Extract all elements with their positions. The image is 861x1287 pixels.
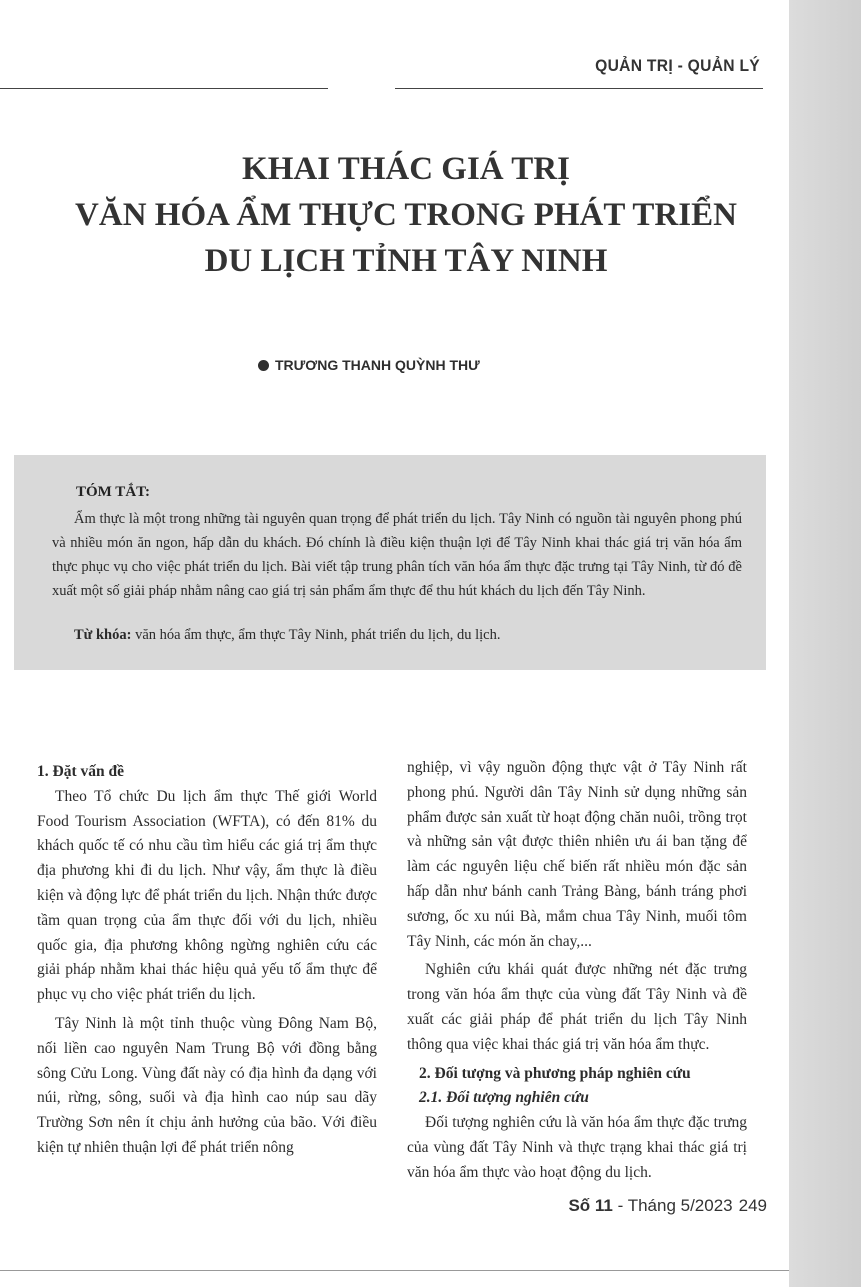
page-edge-strip <box>789 0 861 1287</box>
author-byline <box>258 357 480 373</box>
header-rule-right <box>395 88 763 89</box>
section-label: QUẢN TRỊ - QUẢN LÝ <box>595 56 760 75</box>
keywords-label: Từ khóa: <box>74 627 132 643</box>
page-number: 249 <box>738 1196 767 1215</box>
title-line-3: DU LỊCH TỈNH TÂY NINH <box>204 243 608 279</box>
paragraph: Nghiên cứu khái quát được những nét đặc trưng trong văn hóa ẩm thực của vùng đất Tây Ninh và đề xuất các giải pháp để phát triển du lịch Tây Ninh thông qua việc khai thác giá trị văn hóa ẩm thực. <box>407 961 747 1053</box>
paragraph: Theo Tổ chức Du lịch ẩm thực Thế giới World Food Tourism Association (WFTA), có đến 81% du khách quốc tế có nhu cầu tìm hiểu các giá trị ẩm thực địa phương khi đi du lịch. Như vậy, ẩm thực là điều kiện và động lực để phát triển du lịch. Nhận thức được tầm quan trọng của ẩm thực đối với du lịch, nhiều quốc gia, địa phương không ngừng nghiên cứu các giải pháp nhằm khai thác hiệu quả yếu tố ẩm thực để phục vụ cho việc phát triển du lịch. <box>37 787 377 1004</box>
title-line-2: VĂN HÓA ẨM THỰC TRONG PHÁT TRIỂN <box>75 197 737 233</box>
body-column-left <box>37 760 377 1165</box>
page-footer <box>530 1196 767 1216</box>
section-2-heading: 2. Đối tượng và phương pháp nghiên cứu <box>419 1064 691 1082</box>
abstract-heading: TÓM TẮT: <box>76 484 151 500</box>
body-column-right <box>407 756 747 1190</box>
paragraph: Đối tượng nghiên cứu là văn hóa ẩm thực đặc trưng của vùng đất Tây Ninh và thực trạng khai thác giá trị văn hóa ẩm thực vào hoạt động du lịch. <box>407 1114 747 1181</box>
footer-separator: - <box>612 1196 628 1215</box>
bottom-rule <box>0 1270 789 1271</box>
paragraph: Tây Ninh là một tỉnh thuộc vùng Đông Nam Bộ, nối liền cao nguyên Nam Trung Bộ với đồng bằng sông Cửu Long. Vùng đất này có địa hình đa dạng với núi, rừng, sông, suối và địa hình cao núp sau dãy Trường Sơn nên ít chịu ảnh hưởng của bão. Với điều kiện tự nhiên thuận lợi để phát triển nông <box>37 1014 377 1156</box>
keywords <box>52 623 742 647</box>
header-rule-left <box>0 88 328 89</box>
title-line-1: KHAI THÁC GIÁ TRỊ <box>242 151 570 187</box>
abstract-text: Ẩm thực là một trong những tài nguyên quan trọng để phát triển du lịch. Tây Ninh có nguồn tài nguyên phong phú và nhiều món ăn ngon, hấp dẫn du khách. Đó chính là điều kiện thuận lợi để Tây Ninh khai thác giá trị văn hóa ẩm thực phục vụ cho việc phát triển du lịch. Bài viết tập trung phân tích văn hóa ẩm thực đặc trưng tại Tây Ninh, từ đó đề xuất một số giải pháp nhằm nâng cao giá trị sản phẩm ẩm thực để thu hút khách du lịch đến Tây Ninh. <box>52 511 742 599</box>
paragraph: nghiệp, vì vậy nguồn động thực vật ở Tây Ninh rất phong phú. Người dân Tây Ninh sử dụng những sản phẩm được sản xuất từ hoạt động chăn nuôi, trồng trọt và những sản vật được thiên nhiên ưu ái ban tặng để làm các nguyên liệu chế biến rất nhiều món đặc sản hấp dẫn như bánh canh Trảng Bàng, bánh tráng phơi sương, ốc xu núi Bà, mắm chua Tây Ninh, muối tôm Tây Ninh, các món ăn chay,... <box>407 759 747 950</box>
keywords-text: văn hóa ẩm thực, ẩm thực Tây Ninh, phát triển du lịch, du lịch. <box>135 627 501 643</box>
issue-number: Số 11 <box>568 1196 613 1215</box>
author-name: TRƯƠNG THANH QUỲNH THƯ <box>275 357 480 373</box>
subsection-2-1-heading: 2.1. Đối tượng nghiên cứu <box>419 1089 589 1107</box>
bullet-icon <box>258 360 269 371</box>
section-1-heading: 1. Đặt vấn đề <box>37 763 124 780</box>
issue-date: Tháng 5/2023 <box>627 1196 733 1215</box>
article-title <box>20 146 792 284</box>
